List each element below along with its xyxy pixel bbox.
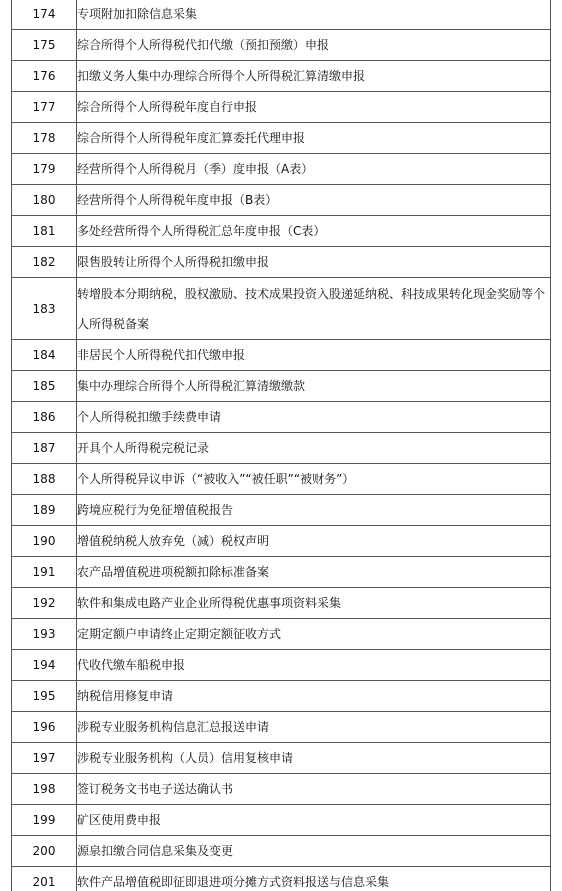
item-name: 代收代缴车船税申报 xyxy=(77,650,551,681)
table-row xyxy=(12,805,551,836)
service-items-table xyxy=(11,0,551,891)
table-row xyxy=(12,619,551,650)
item-name: 集中办理综合所得个人所得税汇算清缴缴款 xyxy=(77,371,551,402)
table-row xyxy=(12,526,551,557)
table-row xyxy=(12,774,551,805)
row-number: 195 xyxy=(12,681,77,712)
item-name: 增值税纳税人放弃免（减）税权声明 xyxy=(77,526,551,557)
item-name: 综合所得个人所得税代扣代缴（预扣预缴）申报 xyxy=(77,30,551,61)
row-number: 180 xyxy=(12,185,77,216)
table-row xyxy=(12,867,551,891)
table-row xyxy=(12,712,551,743)
row-number: 191 xyxy=(12,557,77,588)
item-name: 综合所得个人所得税年度汇算委托代理申报 xyxy=(77,123,551,154)
item-name: 农产品增值税进项税额扣除标准备案 xyxy=(77,557,551,588)
table-row xyxy=(12,154,551,185)
row-number: 183 xyxy=(12,278,77,340)
table-row xyxy=(12,557,551,588)
row-number: 193 xyxy=(12,619,77,650)
table-row xyxy=(12,433,551,464)
row-number: 197 xyxy=(12,743,77,774)
row-number: 181 xyxy=(12,216,77,247)
row-number: 196 xyxy=(12,712,77,743)
item-name: 限售股转让所得个人所得税扣缴申报 xyxy=(77,247,551,278)
item-name: 矿区使用费申报 xyxy=(77,805,551,836)
row-number: 190 xyxy=(12,526,77,557)
row-number: 182 xyxy=(12,247,77,278)
table-row xyxy=(12,681,551,712)
table-row xyxy=(12,247,551,278)
item-name: 软件产品增值税即征即退进项分摊方式资料报送与信息采集 xyxy=(77,867,551,891)
item-name: 专项附加扣除信息采集 xyxy=(77,0,551,30)
table-row xyxy=(12,495,551,526)
row-number: 175 xyxy=(12,30,77,61)
item-name: 非居民个人所得税代扣代缴申报 xyxy=(77,340,551,371)
row-number: 200 xyxy=(12,836,77,867)
item-name: 开具个人所得税完税记录 xyxy=(77,433,551,464)
item-name: 多处经营所得个人所得税汇总年度申报（C表） xyxy=(77,216,551,247)
row-number: 189 xyxy=(12,495,77,526)
row-number: 178 xyxy=(12,123,77,154)
item-name: 源泉扣缴合同信息采集及变更 xyxy=(77,836,551,867)
table-row xyxy=(12,278,551,340)
item-name: 定期定额户申请终止定期定额征收方式 xyxy=(77,619,551,650)
row-number: 184 xyxy=(12,340,77,371)
item-name: 扣缴义务人集中办理综合所得个人所得税汇算清缴申报 xyxy=(77,61,551,92)
row-number: 186 xyxy=(12,402,77,433)
row-number: 192 xyxy=(12,588,77,619)
table-row xyxy=(12,371,551,402)
table-row xyxy=(12,836,551,867)
item-name: 签订税务文书电子送达确认书 xyxy=(77,774,551,805)
item-name: 个人所得税异议申诉（“被收入”“被任职”“被财务”） xyxy=(77,464,551,495)
row-number: 201 xyxy=(12,867,77,891)
table-row xyxy=(12,216,551,247)
item-name: 经营所得个人所得税月（季）度申报（A表） xyxy=(77,154,551,185)
item-name: 跨境应税行为免征增值税报告 xyxy=(77,495,551,526)
row-number: 199 xyxy=(12,805,77,836)
item-name: 纳税信用修复申请 xyxy=(77,681,551,712)
row-number: 177 xyxy=(12,92,77,123)
table-row xyxy=(12,588,551,619)
row-number: 187 xyxy=(12,433,77,464)
table-row xyxy=(12,464,551,495)
row-number: 185 xyxy=(12,371,77,402)
table-row xyxy=(12,30,551,61)
row-number: 174 xyxy=(12,0,77,30)
table-row xyxy=(12,402,551,433)
table-row xyxy=(12,61,551,92)
item-name: 软件和集成电路产业企业所得税优惠事项资料采集 xyxy=(77,588,551,619)
table-row xyxy=(12,185,551,216)
table-row xyxy=(12,743,551,774)
table-row xyxy=(12,123,551,154)
table-row xyxy=(12,340,551,371)
row-number: 198 xyxy=(12,774,77,805)
row-number: 188 xyxy=(12,464,77,495)
item-name: 涉税专业服务机构（人员）信用复核申请 xyxy=(77,743,551,774)
item-name: 经营所得个人所得税年度申报（B表） xyxy=(77,185,551,216)
row-number: 194 xyxy=(12,650,77,681)
item-name: 涉税专业服务机构信息汇总报送申请 xyxy=(77,712,551,743)
row-number: 179 xyxy=(12,154,77,185)
table-row xyxy=(12,92,551,123)
item-name: 综合所得个人所得税年度自行申报 xyxy=(77,92,551,123)
table-row xyxy=(12,650,551,681)
item-name: 转增股本分期纳税，股权激励、技术成果投资入股递延纳税、科技成果转化现金奖励等个人所得税备案 xyxy=(77,278,551,340)
row-number: 176 xyxy=(12,61,77,92)
item-name: 个人所得税扣缴手续费申请 xyxy=(77,402,551,433)
table-row xyxy=(12,0,551,30)
